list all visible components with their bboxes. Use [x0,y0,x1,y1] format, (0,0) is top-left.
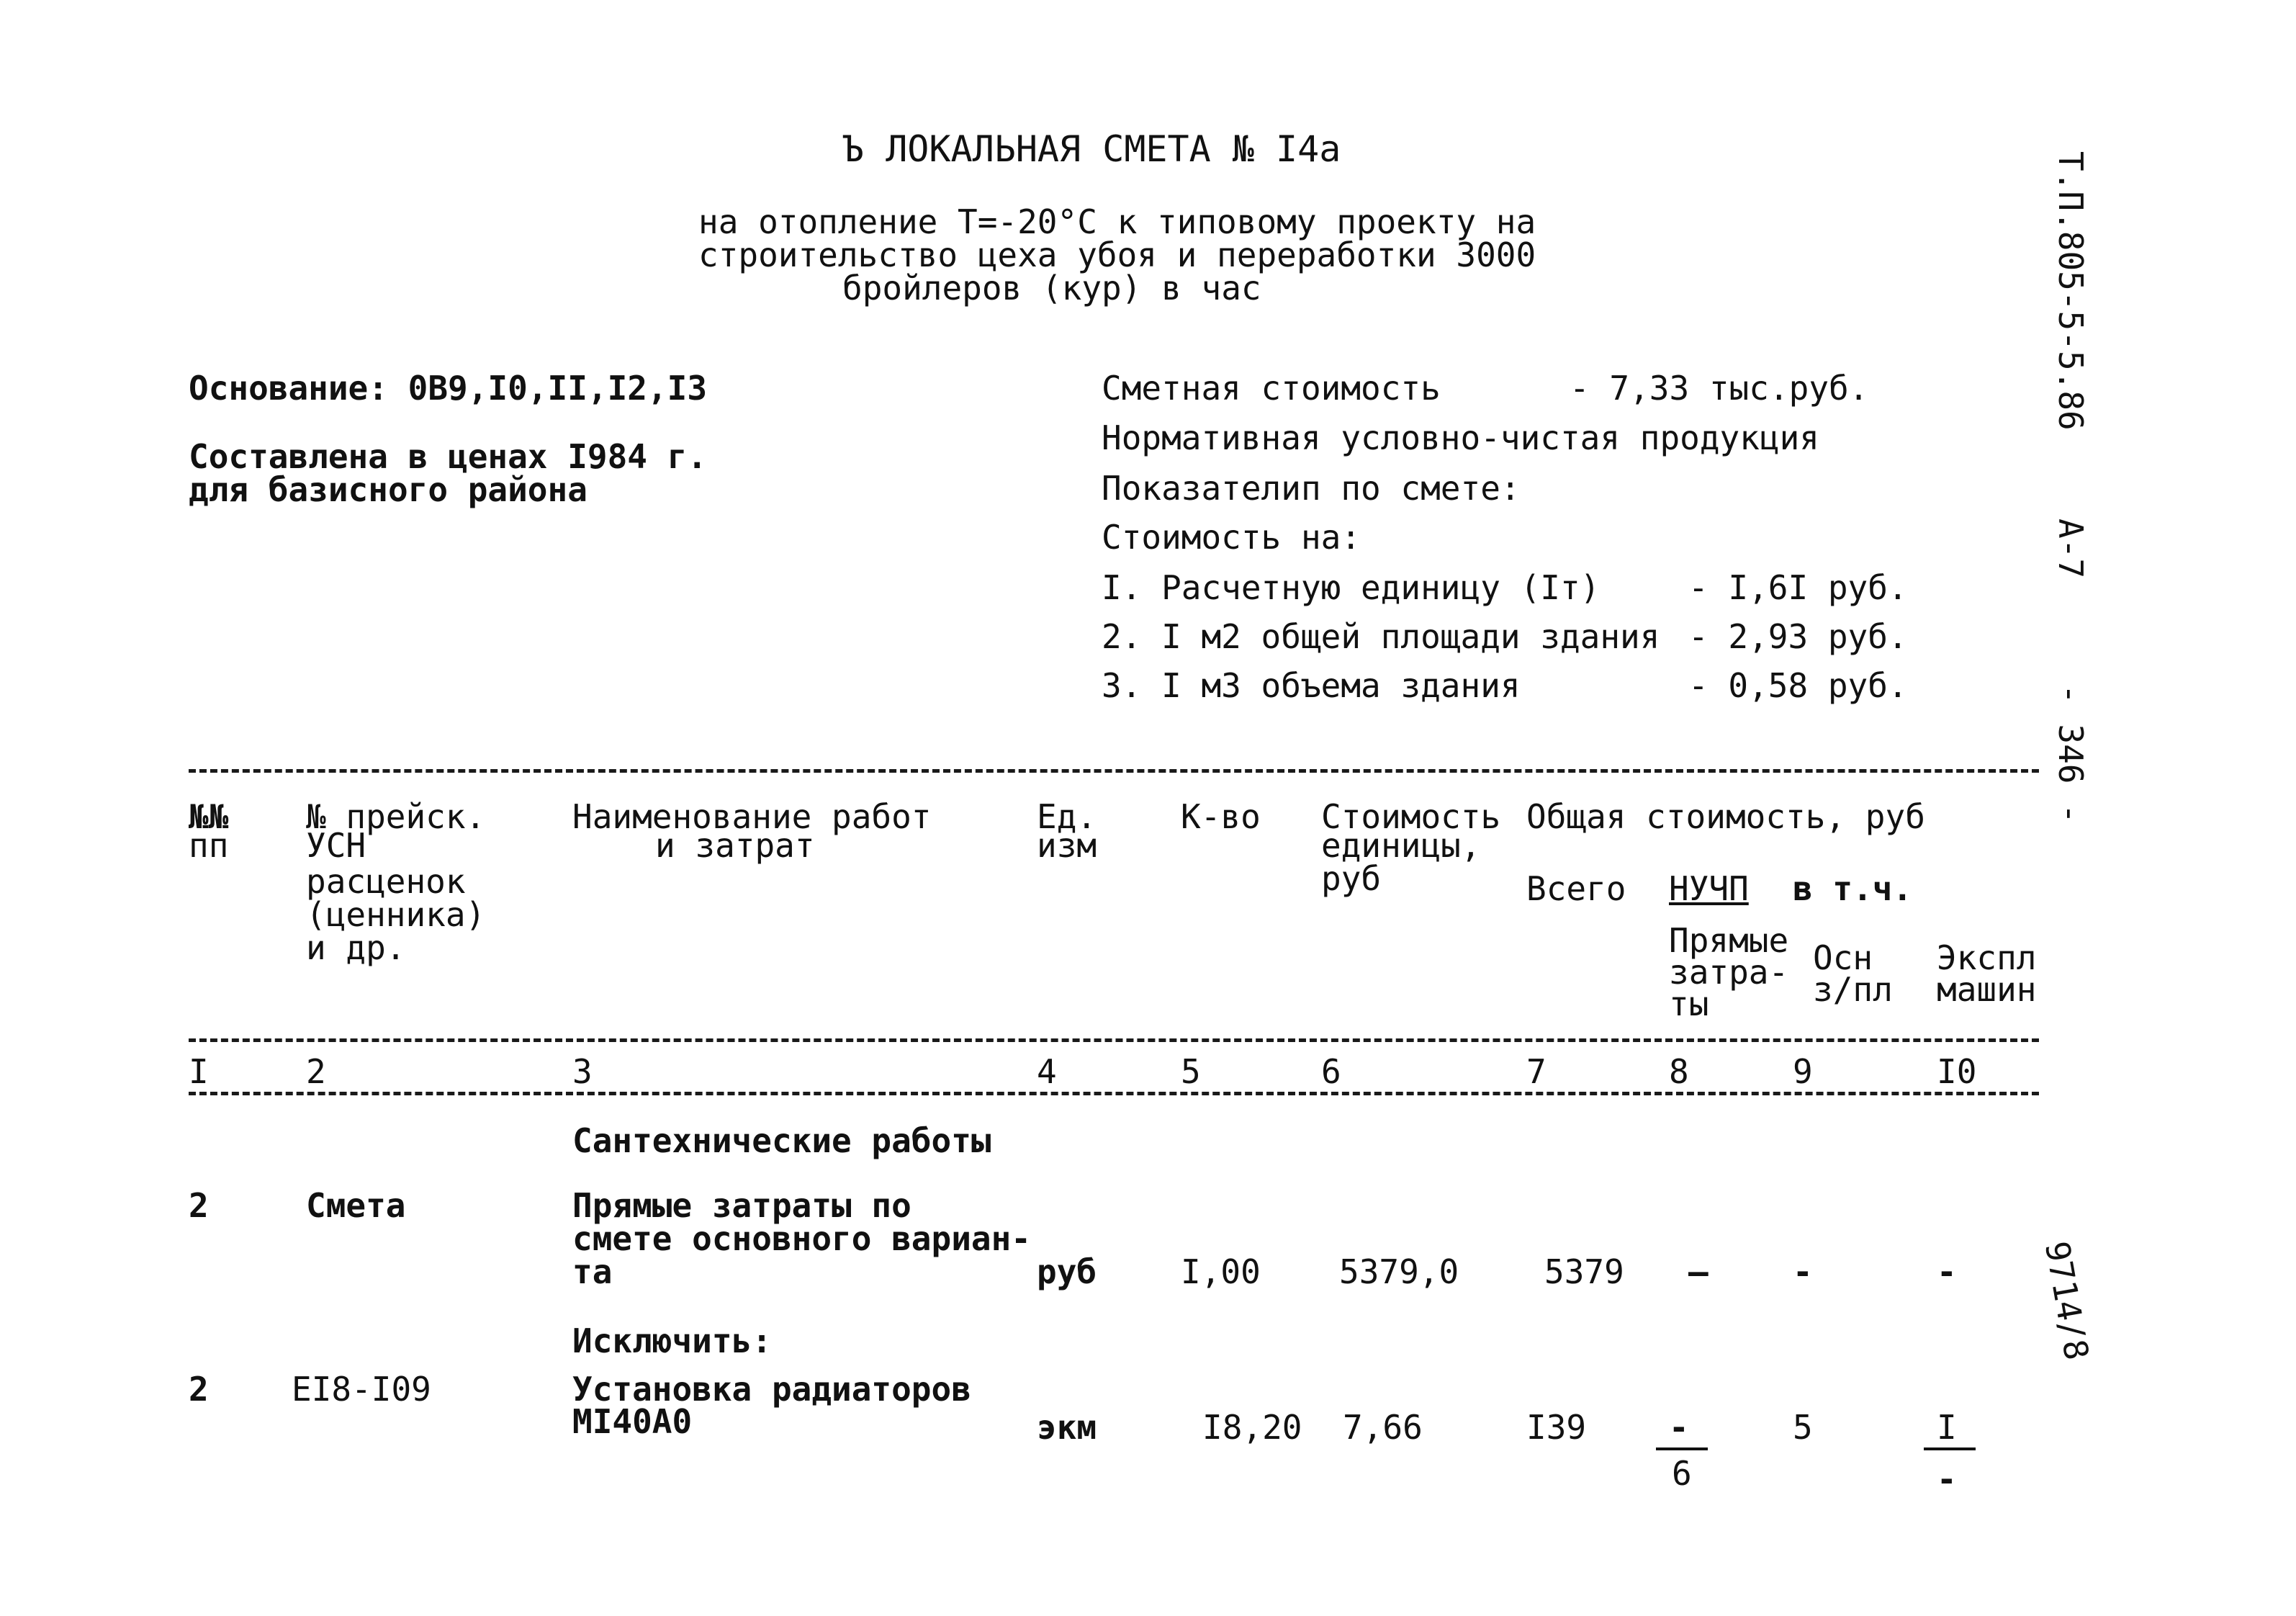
numbers-bottom-rule [189,1092,2039,1095]
wages-line-2: з/пл [1813,970,1893,1009]
row-machines-bottom: - [1937,1460,1957,1499]
direct-line-3: ты [1669,984,1709,1023]
project-code: Т.П.805-5-5.86 [2051,151,2090,431]
row-unit-cost: 5379,0 [1339,1252,1459,1291]
indicator-label-1: I. Расчетную единицу (Iт) [1102,568,1601,607]
row-name-line-1: Прямые затраты по [572,1186,911,1225]
fraction-bar-direct [1656,1447,1708,1450]
nuchp-line: Нормативная условно-чистая продукция [1102,418,1819,457]
total-header: Всего [1526,869,1626,908]
col1-line-2: пп [189,826,229,865]
indicator-value-2: - 2,93 руб. [1688,617,1908,656]
indicator-value-1: - I,6I руб. [1688,568,1908,607]
indicator-label-3: 3. I м3 объема здания [1102,666,1521,705]
row-qty: I8,20 [1202,1408,1302,1447]
colnum-3: 3 [572,1052,593,1091]
direct-line-1: Прямые [1669,921,1789,960]
wages-line-1: Осн [1813,938,1873,977]
direct-line-2: затра- [1669,953,1789,992]
col2-line-3: расценок [306,862,466,901]
exclude-label: Исключить: [572,1321,772,1360]
col1-line-1: №№ [189,797,229,836]
row-machines-top: I [1937,1408,1957,1447]
col3-line-2: и затрат [655,826,815,865]
colnum-1: I [189,1052,209,1091]
row-unit: руб [1037,1252,1097,1291]
colnum-8: 8 [1669,1052,1689,1091]
col2-line-5: и др. [306,928,406,967]
col2-line-4: (ценника) [306,895,486,934]
sheet-number: 9714/8 [2037,1238,2097,1363]
row-direct-bottom: 6 [1672,1454,1692,1493]
colnum-4: 4 [1037,1052,1057,1091]
cost-label: Сметная стоимость [1102,369,1441,408]
indicators-line: Показателип по смете: [1102,469,1521,508]
section-title: Сантехнические работы [572,1121,991,1160]
colnum-6: 6 [1321,1052,1341,1091]
prices-line-2: для базисного района [189,470,587,509]
col3-line-1: Наименование работ [572,797,932,836]
row-unit: экм [1037,1408,1097,1447]
row-wages: - [1793,1252,1813,1291]
colnum-5: 5 [1181,1052,1201,1091]
indicator-label-2: 2. I м2 общей площади здания [1102,617,1660,656]
incl-header: в т.ч. [1793,869,1913,908]
col5-header: К-во [1181,797,1261,836]
group-header: Общая стоимость, руб [1526,797,1925,836]
album-code: А-7 [2051,519,2090,579]
row-unit-cost: 7,66 [1343,1408,1423,1447]
estimate-title: Ъ ЛОКАЛЬНАЯ СМЕТА № I4а [842,128,1341,170]
subtitle-line-2: строительство цеха убоя и переработки 3000 [698,235,1536,274]
cost-value: - 7,33 тыс.руб. [1570,369,1869,408]
col6-line-1: Стоимость [1321,797,1501,836]
subtitle-line-1: на отопление Т=-20°С к типовому проекту на [698,202,1536,241]
row-name-line-2: МI40А0 [572,1402,693,1441]
row-name-line-3: та [572,1252,613,1291]
prices-line-1: Составлена в ценах I984 г. [189,437,708,476]
colnum-7: 7 [1526,1052,1547,1091]
table-top-rule [189,769,2039,773]
col2-line-2: УСН [306,826,366,865]
row-total: I39 [1526,1408,1587,1447]
header-bottom-rule [189,1038,2039,1042]
colnum-2: 2 [306,1052,326,1091]
row-name-line-1: Установка радиаторов [572,1370,971,1409]
row-direct: — [1688,1252,1709,1291]
row-code: EI8-I09 [292,1370,431,1409]
cost-on-line: Стоимость на: [1102,518,1361,557]
row-wages: 5 [1793,1408,1813,1447]
nuchp-header: НУЧП [1669,869,1749,908]
row-num: 2 [189,1370,209,1409]
col2-line-1: № прейск. [306,797,486,836]
col6-line-2: единицы, [1321,826,1481,865]
row-code: Смета [306,1186,406,1225]
row-direct-top: - [1669,1408,1689,1447]
fraction-bar-machines [1924,1447,1976,1450]
page-number: - 346 - [2051,684,2090,824]
col4-line-1: Ед. [1037,797,1097,836]
basis-line: Основание: 0В9,I0,II,I2,I3 [189,369,708,408]
machines-line-2: машин [1937,970,2037,1009]
indicator-value-3: - 0,58 руб. [1688,666,1908,705]
row-name-line-2: смете основного вариан- [572,1219,1031,1258]
row-num: 2 [189,1186,209,1225]
col6-line-3: руб [1321,859,1382,898]
machines-line-1: Экспл [1937,938,2037,977]
row-machines: - [1937,1252,1957,1291]
row-qty: I,00 [1181,1252,1261,1291]
colnum-9: 9 [1793,1052,1813,1091]
col4-line-2: изм [1037,826,1097,865]
row-total: 5379 [1544,1252,1624,1291]
colnum-10: I0 [1937,1052,1977,1091]
subtitle-line-3: бройлеров (кур) в час [842,269,1261,308]
